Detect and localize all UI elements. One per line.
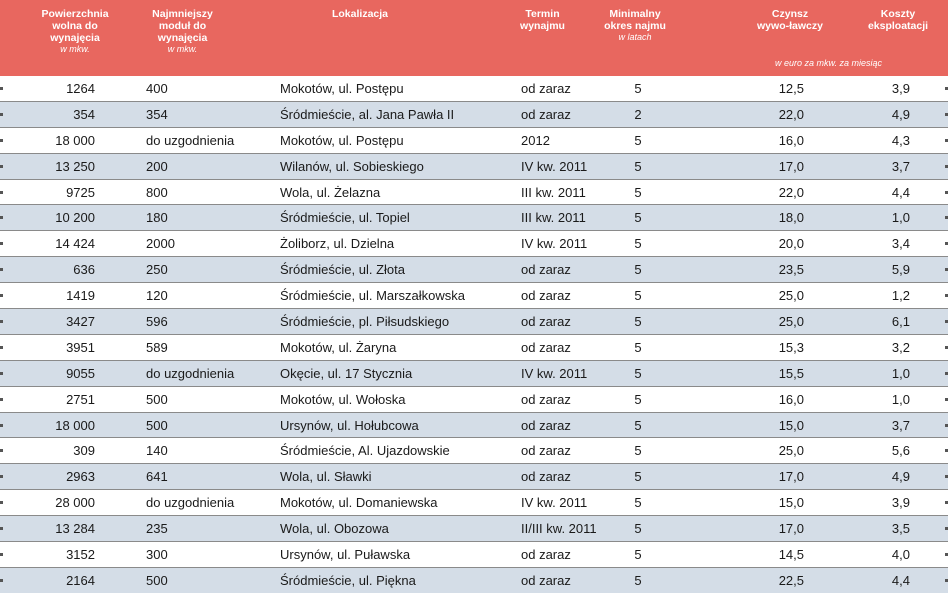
table-row [0, 257, 948, 283]
cell-min-period: 5 [634, 314, 642, 330]
cell-term: od zaraz [521, 547, 571, 563]
table-row [0, 387, 948, 413]
cell-area: 28 000 [55, 495, 95, 511]
row-edge-left [0, 191, 3, 194]
cell-costs: 3,9 [891, 495, 910, 511]
cell-costs: 3,9 [891, 81, 910, 96]
cell-location: Wola, ul. Sławki [280, 469, 372, 485]
cell-term: od zaraz [521, 81, 571, 96]
cell-rent: 22,5 [778, 572, 804, 588]
cell-location: Mokotów, ul. Żaryna [280, 339, 397, 355]
cell-costs: 4,9 [891, 469, 910, 485]
cell-module: 140 [146, 443, 168, 459]
cell-area: 309 [73, 443, 95, 459]
cell-term: od zaraz [521, 469, 571, 485]
cell-min-period: 5 [634, 443, 642, 459]
cell-module: 2000 [146, 236, 175, 252]
cell-module: 589 [146, 339, 168, 355]
table-row [0, 76, 948, 102]
header-module-title: Najmniejszy moduł do wynajęcia [152, 8, 213, 44]
cell-term: IV kw. 2011 [521, 365, 588, 381]
cell-term: II/III kw. 2011 [521, 521, 597, 537]
table-header [0, 0, 948, 76]
header-rent-unit: w euro za mkw. za miesiąc [775, 58, 883, 68]
cell-term: IV kw. 2011 [521, 158, 588, 174]
cell-location: Śródmieście, pl. Piłsudskiego [280, 314, 450, 330]
row-edge-left [0, 87, 3, 90]
row-edge-left [0, 501, 3, 504]
cell-area: 10 200 [55, 210, 95, 226]
table-body [0, 76, 948, 593]
cell-location: Śródmieście, ul. Piękna [280, 572, 416, 588]
cell-rent: 15,5 [778, 365, 804, 381]
cell-min-period: 5 [634, 417, 642, 433]
cell-costs: 4,4 [891, 184, 910, 200]
row-edge-left [0, 475, 3, 478]
cell-min-period: 5 [634, 339, 642, 355]
table-row [0, 309, 948, 335]
header-term [505, 8, 580, 32]
cell-area: 18 000 [55, 417, 95, 433]
table-row [0, 542, 948, 568]
cell-module: 250 [146, 262, 168, 278]
table-row [0, 283, 948, 309]
cell-min-period: 5 [634, 81, 642, 96]
row-edge-left [0, 139, 3, 142]
table-row [0, 413, 948, 439]
cell-min-period: 5 [634, 365, 642, 381]
cell-term: III kw. 2011 [521, 184, 586, 200]
header-location-title: Lokalizacja [331, 8, 389, 20]
cell-costs: 4,4 [891, 572, 910, 588]
row-edge-left [0, 346, 3, 349]
cell-rent: 25,0 [778, 288, 804, 304]
row-edge-left [0, 398, 3, 401]
cell-module: 120 [146, 288, 168, 304]
cell-location: Śródmieście, al. Jana Pawła II [280, 106, 455, 122]
cell-rent: 14,5 [778, 547, 804, 563]
cell-location: Ursynów, ul. Hołubcowa [280, 417, 419, 433]
cell-module: 641 [146, 469, 168, 485]
row-edge-left [0, 372, 3, 375]
cell-rent: 18,0 [778, 210, 804, 226]
table-row [0, 231, 948, 257]
cell-module: 596 [146, 314, 168, 330]
cell-term: III kw. 2011 [521, 210, 586, 226]
cell-costs: 5,9 [891, 262, 910, 278]
header-area [30, 8, 120, 55]
cell-rent: 15,0 [778, 417, 804, 433]
cell-area: 2164 [66, 572, 95, 588]
cell-min-period: 5 [634, 469, 642, 485]
header-costs [858, 8, 938, 32]
row-edge-left [0, 527, 3, 530]
cell-location: Śródmieście, ul. Złota [280, 262, 405, 278]
cell-costs: 4,9 [891, 106, 910, 122]
table-row [0, 154, 948, 180]
cell-location: Mokotów, ul. Domaniewska [280, 495, 438, 511]
cell-location: Okęcie, ul. 17 Stycznia [280, 365, 413, 381]
cell-module: 180 [146, 210, 168, 226]
cell-costs: 1,2 [891, 288, 910, 304]
cell-location: Śródmieście, ul. Marszałkowska [280, 288, 465, 304]
cell-costs: 1,0 [891, 365, 910, 381]
cell-costs: 1,0 [891, 391, 910, 407]
cell-rent: 16,0 [778, 391, 804, 407]
cell-term: od zaraz [521, 417, 571, 433]
cell-module: do uzgodnienia [146, 365, 235, 381]
cell-min-period: 5 [634, 132, 642, 148]
cell-costs: 3,2 [891, 339, 910, 355]
table-row [0, 128, 948, 154]
cell-area: 13 250 [55, 158, 95, 174]
cell-rent: 22,0 [778, 184, 804, 200]
header-area-title: Powierzchnia wolna do wynajęcia [41, 8, 109, 44]
cell-term: 2012 [521, 132, 550, 148]
table-row [0, 102, 948, 128]
cell-min-period: 5 [634, 288, 642, 304]
cell-area: 3427 [66, 314, 95, 330]
header-costs-title: Koszty eksploatacji [867, 8, 929, 32]
cell-rent: 16,0 [778, 132, 804, 148]
table-row [0, 205, 948, 231]
cell-term: od zaraz [521, 262, 571, 278]
cell-module: 354 [146, 106, 168, 122]
header-location [300, 8, 420, 20]
cell-rent: 17,0 [778, 469, 804, 485]
cell-term: od zaraz [521, 106, 571, 122]
table-row [0, 516, 948, 542]
cell-rent: 17,0 [778, 521, 804, 537]
row-edge-left [0, 553, 3, 556]
cell-min-period: 5 [634, 158, 642, 174]
cell-location: Żoliborz, ul. Dzielna [280, 236, 395, 252]
cell-module: do uzgodnienia [146, 132, 235, 148]
cell-module: do uzgodnienia [146, 495, 235, 511]
cell-costs: 3,5 [891, 521, 910, 537]
cell-location: Wola, ul. Żelazna [280, 184, 381, 200]
cell-min-period: 5 [634, 236, 642, 252]
cell-costs: 3,7 [891, 417, 910, 433]
header-rent [755, 8, 825, 32]
cell-area: 18 000 [55, 132, 95, 148]
cell-min-period: 5 [634, 572, 642, 588]
header-min-period [600, 8, 670, 43]
cell-costs: 4,3 [891, 132, 910, 148]
row-edge-left [0, 424, 3, 427]
table-row [0, 464, 948, 490]
row-edge-left [0, 242, 3, 245]
cell-location: Ursynów, ul. Puławska [280, 547, 411, 563]
cell-rent: 25,0 [778, 314, 804, 330]
row-edge-left [0, 216, 3, 219]
cell-rent: 25,0 [778, 443, 804, 459]
cell-area: 2963 [66, 469, 95, 485]
cell-costs: 5,6 [891, 443, 910, 459]
cell-area: 636 [73, 262, 95, 278]
cell-min-period: 5 [634, 547, 642, 563]
table-row [0, 568, 948, 593]
cell-location: Mokotów, ul. Postępu [280, 132, 404, 148]
cell-module: 500 [146, 417, 168, 433]
header-term-title: Termin wynajmu [520, 8, 565, 32]
cell-rent: 23,5 [778, 262, 804, 278]
cell-term: od zaraz [521, 391, 571, 407]
row-edge-left [0, 449, 3, 452]
cell-min-period: 5 [634, 521, 642, 537]
cell-rent: 22,0 [778, 106, 804, 122]
cell-term: od zaraz [521, 339, 571, 355]
cell-module: 235 [146, 521, 168, 537]
table-row [0, 438, 948, 464]
cell-costs: 1,0 [891, 210, 910, 226]
cell-location: Mokotów, ul. Wołoska [280, 391, 406, 407]
cell-min-period: 5 [634, 184, 642, 200]
cell-area: 1419 [66, 288, 95, 304]
table-row [0, 490, 948, 516]
table-row [0, 361, 948, 387]
cell-location: Śródmieście, Al. Ujazdowskie [280, 443, 450, 459]
row-edge-left [0, 268, 3, 271]
cell-area: 9725 [66, 184, 95, 200]
header-rent-unit-wrap [775, 58, 945, 69]
cell-term: IV kw. 2011 [521, 495, 588, 511]
cell-area: 1264 [66, 81, 95, 96]
cell-module: 300 [146, 547, 168, 563]
cell-location: Śródmieście, ul. Topiel [280, 210, 410, 226]
cell-rent: 15,0 [778, 495, 804, 511]
cell-min-period: 5 [634, 262, 642, 278]
cell-module: 400 [146, 81, 168, 96]
row-edge-left [0, 165, 3, 168]
row-edge-left [0, 294, 3, 297]
header-min-title: Minimalny okres najmu [604, 8, 666, 32]
header-area-unit: w mkw. [60, 44, 90, 54]
cell-costs: 3,7 [891, 158, 910, 174]
cell-area: 2751 [66, 391, 95, 407]
table-row [0, 335, 948, 361]
header-rent-title: Czynsz wywo-ławczy [757, 8, 823, 32]
cell-location: Mokotów, ul. Postępu [280, 81, 404, 96]
cell-min-period: 5 [634, 391, 642, 407]
cell-rent: 20,0 [778, 236, 804, 252]
row-edge-left [0, 320, 3, 323]
cell-costs: 6,1 [891, 314, 910, 330]
cell-module: 200 [146, 158, 168, 174]
cell-term: od zaraz [521, 288, 571, 304]
header-min-unit: w latach [618, 32, 652, 42]
cell-rent: 15,3 [778, 339, 804, 355]
cell-term: od zaraz [521, 314, 571, 330]
cell-min-period: 5 [634, 210, 642, 226]
cell-area: 3951 [66, 339, 95, 355]
cell-rent: 12,5 [778, 81, 804, 96]
cell-module: 800 [146, 184, 168, 200]
header-module-unit: w mkw. [167, 44, 198, 54]
row-edge-left [0, 113, 3, 116]
cell-min-period: 2 [634, 106, 642, 122]
cell-location: Wilanów, ul. Sobieskiego [280, 158, 424, 174]
cell-area: 9055 [66, 365, 95, 381]
cell-area: 3152 [66, 547, 95, 563]
cell-term: od zaraz [521, 572, 571, 588]
table-row [0, 180, 948, 206]
cell-module: 500 [146, 572, 168, 588]
cell-area: 354 [73, 106, 95, 122]
cell-module: 500 [146, 391, 168, 407]
cell-location: Wola, ul. Obozowa [280, 521, 389, 537]
cell-area: 13 284 [55, 521, 95, 537]
header-module [135, 8, 230, 55]
row-edge-left [0, 579, 3, 582]
cell-costs: 3,4 [891, 236, 910, 252]
cell-term: IV kw. 2011 [521, 236, 588, 252]
cell-costs: 4,0 [891, 547, 910, 563]
cell-rent: 17,0 [778, 158, 804, 174]
cell-area: 14 424 [55, 236, 95, 252]
cell-min-period: 5 [634, 495, 642, 511]
cell-term: od zaraz [521, 443, 571, 459]
